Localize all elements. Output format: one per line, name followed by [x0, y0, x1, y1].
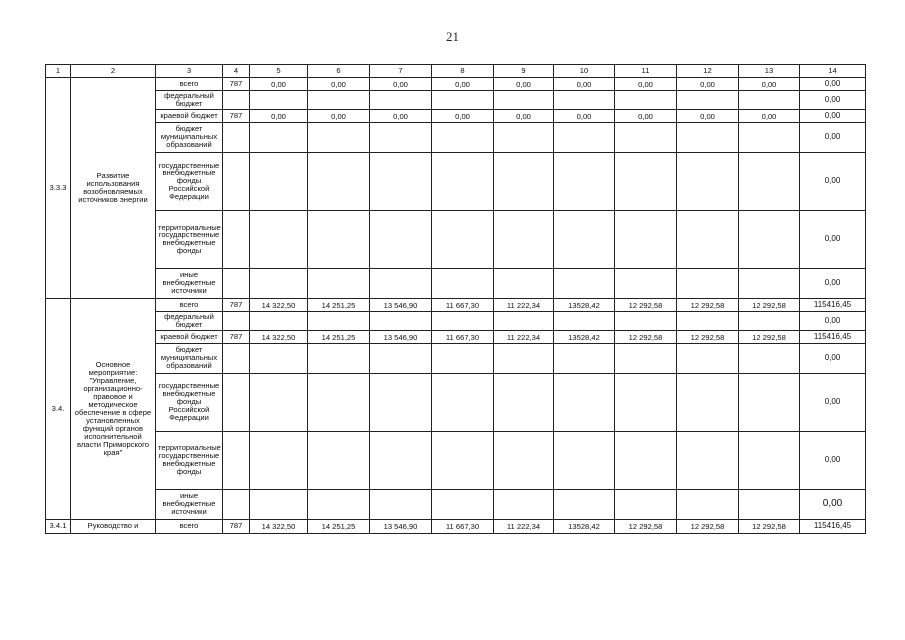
year-value	[370, 122, 432, 152]
year-value	[308, 268, 370, 298]
year-value	[432, 268, 494, 298]
year-value: 13 546,90	[370, 298, 432, 311]
funding-source: территориальные государственные внебюджетные фонды	[156, 431, 223, 489]
year-value: 13528,42	[554, 330, 615, 343]
year-value: 12 292,58	[739, 519, 800, 533]
year-value: 12 292,58	[615, 330, 677, 343]
year-value	[677, 373, 739, 431]
funding-source: государственные внебюджетные фонды Российской Федерации	[156, 373, 223, 431]
year-value	[615, 311, 677, 330]
year-value: 0,00	[615, 78, 677, 91]
budget-code	[223, 489, 250, 519]
year-value	[308, 122, 370, 152]
year-value: 0,00	[494, 109, 554, 122]
budget-code	[223, 373, 250, 431]
total-value: 115416,45	[800, 330, 866, 343]
year-value: 0,00	[370, 109, 432, 122]
header-cell: 2	[71, 65, 156, 78]
header-cell: 3	[156, 65, 223, 78]
total-value: 0,00	[800, 210, 866, 268]
year-value	[308, 210, 370, 268]
year-value	[615, 343, 677, 373]
year-value	[432, 90, 494, 109]
year-value	[677, 152, 739, 210]
funding-source: всего	[156, 298, 223, 311]
budget-code	[223, 431, 250, 489]
year-value	[250, 90, 308, 109]
year-value	[370, 489, 432, 519]
funding-source: краевой бюджет	[156, 330, 223, 343]
year-value	[250, 343, 308, 373]
year-value: 13528,42	[554, 519, 615, 533]
table-row	[46, 298, 866, 311]
year-value	[370, 431, 432, 489]
header-cell: 10	[554, 65, 615, 78]
total-value: 0,00	[800, 373, 866, 431]
section-id: 3.3.3	[46, 78, 71, 299]
year-value	[370, 373, 432, 431]
year-value	[432, 489, 494, 519]
year-value	[615, 90, 677, 109]
budget-code: 787	[223, 109, 250, 122]
budget-code: 787	[223, 519, 250, 533]
section-id: 3.4.	[46, 298, 71, 519]
year-value	[739, 152, 800, 210]
funding-source: иные внебюджетные источники	[156, 489, 223, 519]
year-value: 14 251,25	[308, 330, 370, 343]
year-value	[554, 90, 615, 109]
year-value	[615, 431, 677, 489]
year-value: 13 546,90	[370, 519, 432, 533]
total-value: 115416,45	[800, 519, 866, 533]
year-value	[494, 311, 554, 330]
year-value	[250, 122, 308, 152]
year-value	[494, 152, 554, 210]
year-value	[432, 210, 494, 268]
year-value	[308, 373, 370, 431]
year-value	[250, 311, 308, 330]
year-value: 12 292,58	[677, 298, 739, 311]
year-value	[432, 311, 494, 330]
year-value	[370, 343, 432, 373]
total-value: 0,00	[800, 311, 866, 330]
year-value: 0,00	[432, 78, 494, 91]
funding-source: федеральный бюджет	[156, 311, 223, 330]
total-value: 0,00	[800, 152, 866, 210]
year-value	[615, 210, 677, 268]
funding-source: иные внебюджетные источники	[156, 268, 223, 298]
header-cell: 8	[432, 65, 494, 78]
year-value: 11 667,30	[432, 519, 494, 533]
year-value: 0,00	[250, 109, 308, 122]
budget-code	[223, 268, 250, 298]
year-value	[554, 152, 615, 210]
year-value	[494, 122, 554, 152]
total-value: 0,00	[800, 268, 866, 298]
year-value	[615, 268, 677, 298]
section-title: Основное мероприятие: "Управление, организационно-правовое и методическое обеспечение в сфере установленных функций органов исполнительной власти Приморского края"	[71, 298, 156, 519]
year-value: 12 292,58	[677, 519, 739, 533]
total-value: 0,00	[800, 78, 866, 91]
budget-code	[223, 152, 250, 210]
budget-code	[223, 343, 250, 373]
year-value	[677, 431, 739, 489]
table-row	[46, 122, 866, 152]
header-cell: 1	[46, 65, 71, 78]
total-value: 115416,45	[800, 298, 866, 311]
year-value	[250, 373, 308, 431]
year-value	[739, 343, 800, 373]
year-value: 0,00	[370, 78, 432, 91]
header-cell: 6	[308, 65, 370, 78]
header-cell: 7	[370, 65, 432, 78]
budget-code	[223, 210, 250, 268]
budget-code: 787	[223, 298, 250, 311]
year-value: 14 251,25	[308, 298, 370, 311]
funding-source: государственные внебюджетные фонды Российской Федерации	[156, 152, 223, 210]
year-value	[432, 431, 494, 489]
year-value	[308, 343, 370, 373]
header-cell: 11	[615, 65, 677, 78]
year-value: 12 292,58	[739, 330, 800, 343]
year-value	[615, 373, 677, 431]
year-value: 11 667,30	[432, 330, 494, 343]
year-value	[615, 152, 677, 210]
funding-source: территориальные государственные внебюджетные фонды	[156, 210, 223, 268]
year-value: 12 292,58	[615, 298, 677, 311]
year-value: 11 222,34	[494, 330, 554, 343]
year-value: 12 292,58	[615, 519, 677, 533]
year-value: 0,00	[615, 109, 677, 122]
year-value: 0,00	[308, 109, 370, 122]
table-row	[46, 210, 866, 268]
total-value: 0,00	[800, 109, 866, 122]
year-value	[250, 431, 308, 489]
year-value	[250, 489, 308, 519]
year-value: 0,00	[432, 109, 494, 122]
year-value: 13 546,90	[370, 330, 432, 343]
year-value	[677, 268, 739, 298]
year-value: 0,00	[308, 78, 370, 91]
year-value	[250, 210, 308, 268]
year-value: 11 222,34	[494, 298, 554, 311]
table-row	[46, 152, 866, 210]
table-row	[46, 519, 866, 533]
funding-source: всего	[156, 78, 223, 91]
year-value	[494, 431, 554, 489]
year-value: 11 667,30	[432, 298, 494, 311]
page-number: 21	[446, 29, 459, 44]
header-row	[46, 65, 866, 78]
total-value: 0,00	[800, 122, 866, 152]
table-row	[46, 373, 866, 431]
year-value	[432, 122, 494, 152]
year-value	[432, 373, 494, 431]
year-value: 0,00	[739, 109, 800, 122]
year-value	[554, 343, 615, 373]
year-value	[494, 343, 554, 373]
table-row	[46, 431, 866, 489]
year-value	[250, 152, 308, 210]
header-cell: 4	[223, 65, 250, 78]
year-value	[739, 431, 800, 489]
table-row	[46, 489, 866, 519]
year-value	[739, 268, 800, 298]
year-value	[308, 431, 370, 489]
year-value	[370, 311, 432, 330]
year-value	[308, 152, 370, 210]
header-cell: 14	[800, 65, 866, 78]
section-title: Развитие использования возобновляемых источников энергии	[71, 78, 156, 299]
year-value: 0,00	[554, 78, 615, 91]
section-id: 3.4.1	[46, 519, 71, 533]
year-value	[677, 311, 739, 330]
year-value	[615, 122, 677, 152]
year-value	[554, 311, 615, 330]
budget-code	[223, 311, 250, 330]
year-value	[554, 373, 615, 431]
funding-source: бюджет муниципальных образований	[156, 122, 223, 152]
year-value	[494, 90, 554, 109]
year-value	[739, 210, 800, 268]
budget-code	[223, 90, 250, 109]
year-value	[494, 489, 554, 519]
total-value: 0,00	[800, 90, 866, 109]
year-value: 12 292,58	[739, 298, 800, 311]
year-value: 14 322,50	[250, 298, 308, 311]
year-value: 0,00	[554, 109, 615, 122]
table-row	[46, 268, 866, 298]
header-cell: 13	[739, 65, 800, 78]
year-value: 0,00	[494, 78, 554, 91]
funding-source: всего	[156, 519, 223, 533]
year-value	[494, 210, 554, 268]
year-value	[739, 90, 800, 109]
budget-code	[223, 122, 250, 152]
year-value	[554, 431, 615, 489]
year-value: 11 222,34	[494, 519, 554, 533]
year-value	[370, 152, 432, 210]
year-value: 14 322,50	[250, 330, 308, 343]
year-value: 14 251,25	[308, 519, 370, 533]
year-value	[494, 373, 554, 431]
section-title: Руководство и	[71, 519, 156, 533]
year-value: 12 292,58	[677, 330, 739, 343]
budget-table	[45, 64, 866, 534]
year-value	[308, 311, 370, 330]
year-value	[370, 90, 432, 109]
year-value	[739, 489, 800, 519]
year-value	[370, 210, 432, 268]
year-value	[554, 122, 615, 152]
budget-code: 787	[223, 78, 250, 91]
funding-source: краевой бюджет	[156, 109, 223, 122]
year-value	[615, 489, 677, 519]
year-value	[370, 268, 432, 298]
year-value: 0,00	[677, 109, 739, 122]
year-value	[677, 90, 739, 109]
table-row	[46, 90, 866, 109]
funding-source: бюджет муниципальных образований	[156, 343, 223, 373]
table-row	[46, 78, 866, 91]
table-row	[46, 343, 866, 373]
year-value: 0,00	[739, 78, 800, 91]
year-value	[432, 343, 494, 373]
header-cell: 5	[250, 65, 308, 78]
table-row	[46, 311, 866, 330]
year-value: 0,00	[250, 78, 308, 91]
year-value	[554, 210, 615, 268]
year-value	[677, 122, 739, 152]
year-value	[308, 90, 370, 109]
total-value: 0,00	[800, 431, 866, 489]
year-value: 14 322,50	[250, 519, 308, 533]
year-value	[494, 268, 554, 298]
year-value	[554, 268, 615, 298]
year-value	[308, 489, 370, 519]
table-row	[46, 330, 866, 343]
year-value	[739, 122, 800, 152]
year-value	[250, 268, 308, 298]
table-row	[46, 109, 866, 122]
header-cell: 12	[677, 65, 739, 78]
year-value	[432, 152, 494, 210]
year-value	[554, 489, 615, 519]
header-cell: 9	[494, 65, 554, 78]
year-value	[677, 489, 739, 519]
year-value: 0,00	[677, 78, 739, 91]
total-value: 0,00	[800, 489, 866, 519]
total-value: 0,00	[800, 343, 866, 373]
year-value	[739, 311, 800, 330]
year-value	[739, 373, 800, 431]
year-value: 13528,42	[554, 298, 615, 311]
year-value	[677, 210, 739, 268]
funding-source: федеральный бюджет	[156, 90, 223, 109]
year-value	[677, 343, 739, 373]
budget-code: 787	[223, 330, 250, 343]
